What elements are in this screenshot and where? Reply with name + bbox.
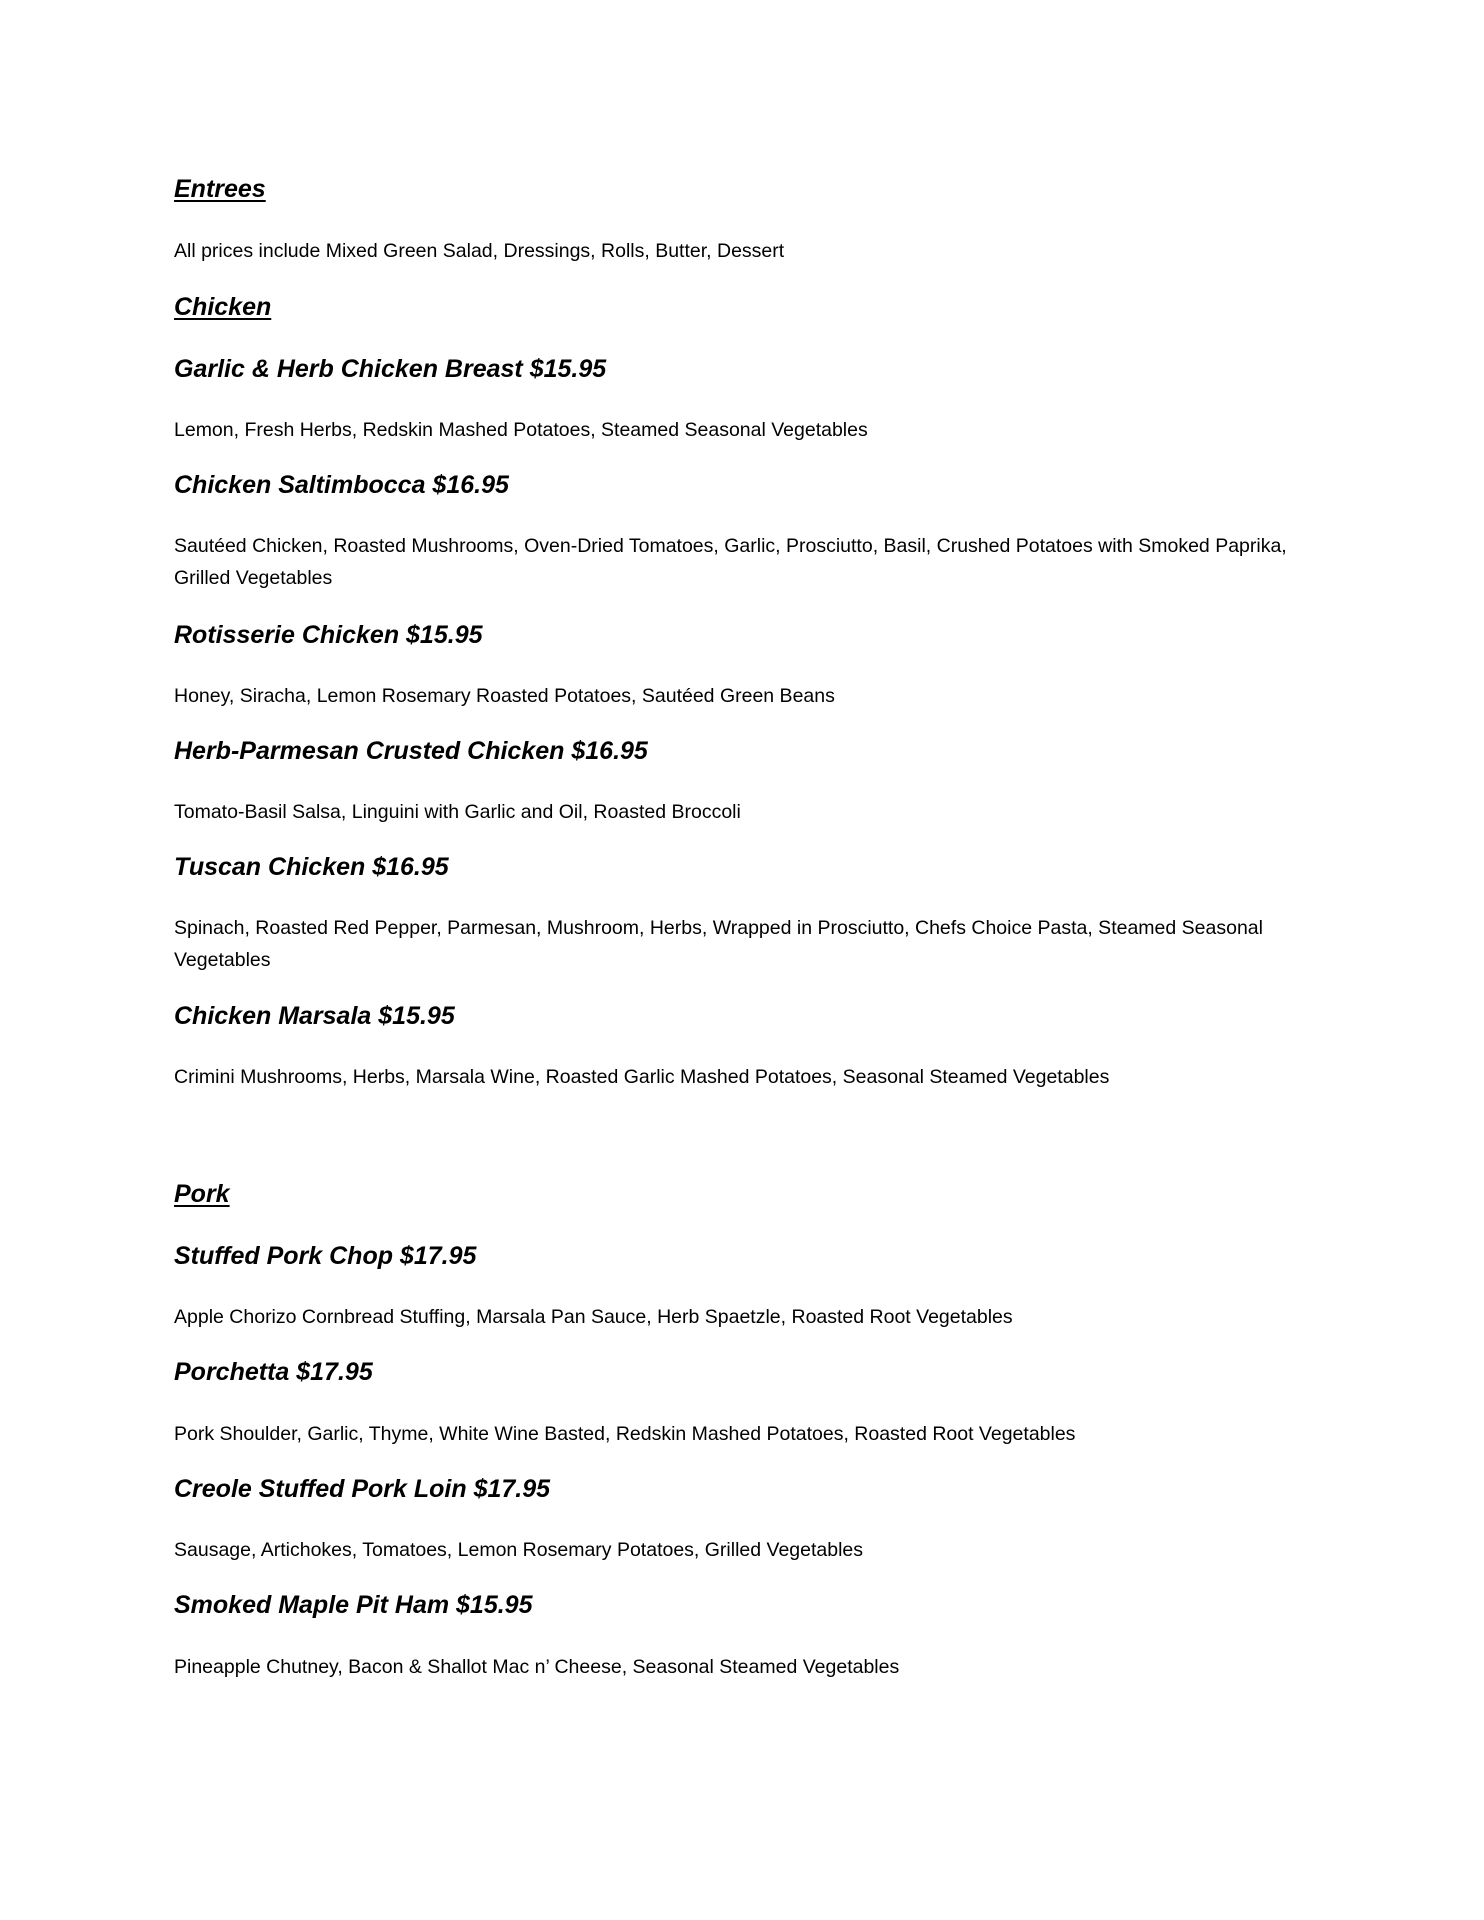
menu-item-title: Rotisserie Chicken $15.95: [174, 621, 483, 649]
entrees-price-note: All prices include Mixed Green Salad, Dressings, Rolls, Butter, Dessert: [174, 240, 785, 262]
menu-item-title: Chicken Saltimbocca $16.95: [174, 471, 509, 499]
menu-item-description: Pork Shoulder, Garlic, Thyme, White Wine Basted, Redskin Mashed Potatoes, Roasted Root Vegetables: [174, 1423, 1076, 1445]
menu-item-title: Garlic & Herb Chicken Breast $15.95: [174, 355, 607, 383]
menu-item-title: Herb-Parmesan Crusted Chicken $16.95: [174, 737, 648, 765]
menu-item-description: Sausage, Artichokes, Tomatoes, Lemon Rosemary Potatoes, Grilled Vegetables: [174, 1539, 864, 1561]
entrees-heading: Entrees: [174, 175, 266, 203]
menu-item-description: Tomato-Basil Salsa, Linguini with Garlic and Oil, Roasted Broccoli: [174, 801, 741, 823]
menu-item-title: Stuffed Pork Chop $17.95: [174, 1242, 477, 1270]
menu-item-description: Honey, Siracha, Lemon Rosemary Roasted Potatoes, Sautéed Green Beans: [174, 685, 835, 707]
menu-item-title: Porchetta $17.95: [174, 1358, 373, 1386]
pork-heading: Pork: [174, 1180, 230, 1208]
menu-item-title: Smoked Maple Pit Ham $15.95: [174, 1591, 533, 1619]
chicken-heading: Chicken: [174, 293, 272, 321]
menu-item-description: Spinach, Roasted Red Pepper, Parmesan, Mushroom, Herbs, Wrapped in Prosciutto, Chefs Choice Pasta, Steamed Seasonal Vegetables: [174, 917, 1263, 971]
menu-item-title: Chicken Marsala $15.95: [174, 1002, 455, 1030]
menu-item-description: Lemon, Fresh Herbs, Redskin Mashed Potatoes, Steamed Seasonal Vegetables: [174, 419, 868, 441]
menu-item-description: Apple Chorizo Cornbread Stuffing, Marsala Pan Sauce, Herb Spaetzle, Roasted Root Vegetables: [174, 1306, 1013, 1328]
menu-item-description: Pineapple Chutney, Bacon & Shallot Mac n’ Cheese, Seasonal Steamed Vegetables: [174, 1656, 900, 1678]
menu-item-description: Crimini Mushrooms, Herbs, Marsala Wine, Roasted Garlic Mashed Potatoes, Seasonal Steamed Vegetables: [174, 1066, 1110, 1088]
menu-item-description: Sautéed Chicken, Roasted Mushrooms, Oven-Dried Tomatoes, Garlic, Prosciutto, Basil, Crushed Potatoes with Smoked Paprika, Grilled Vegetables: [174, 535, 1287, 589]
menu-item-title: Creole Stuffed Pork Loin $17.95: [174, 1475, 551, 1503]
menu-item-title: Tuscan Chicken $16.95: [174, 853, 449, 881]
